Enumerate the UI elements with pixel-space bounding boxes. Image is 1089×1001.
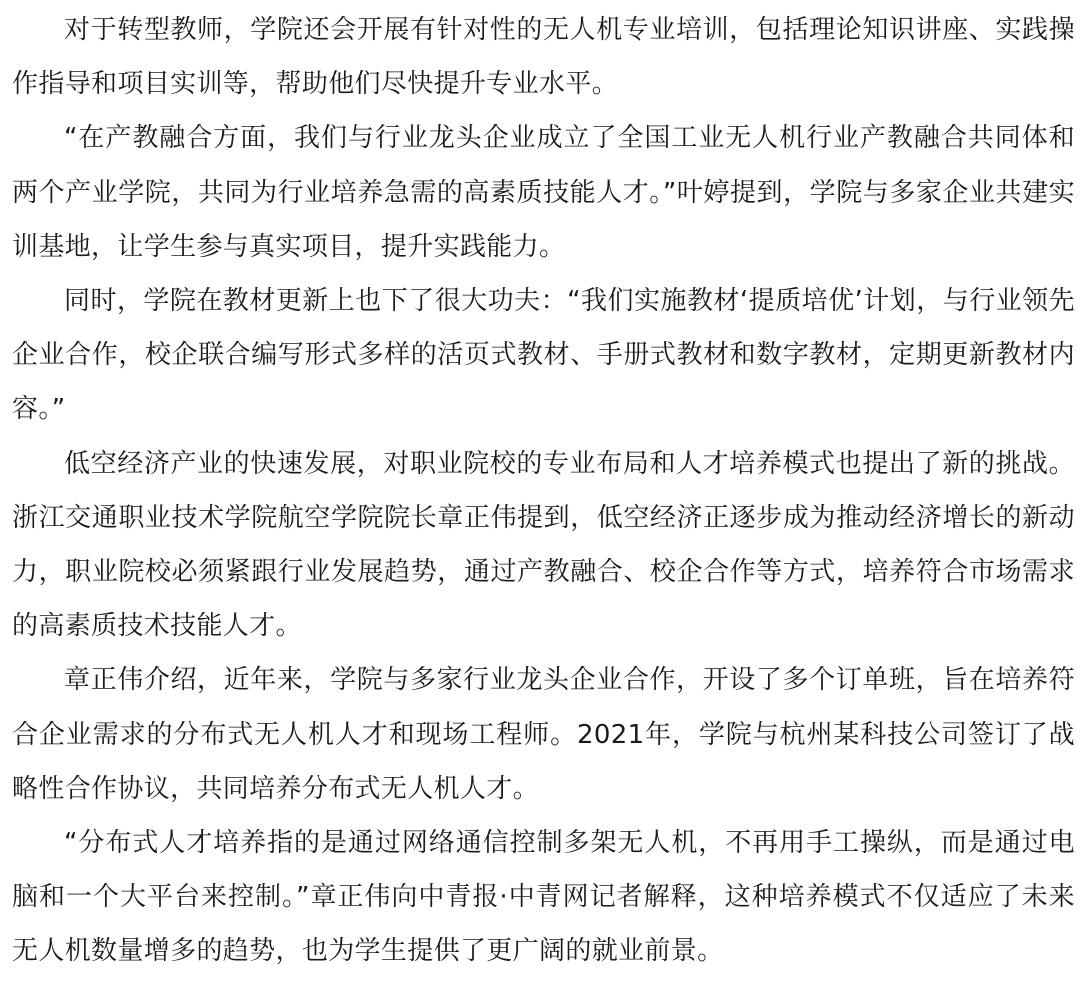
paragraph-distributed-training: “分布式人才培养指的是通过网络通信控制多架无人机，不再用手工操纵，而是通过电脑和一个大平台来控制。”章正伟向中青报·中青网记者解释，这种培养模式不仅适应了未来无人机数量增多的趋势，也为学生提供了更广阔的就业前景。 bbox=[12, 828, 1075, 967]
paragraph-order-classes: 章正伟介绍，近年来，学院与多家行业龙头企业合作，开设了多个订单班，旨在培养符合企业需求的分布式无人机人才和现场工程师。2021年，学院与杭州某科技公司签订了战略性合作协议，共同培养分布式无人机人才。 bbox=[12, 665, 1075, 804]
paragraph-textbook-update: 同时，学院在教材更新上也下了很大功夫：“我们实施教材‘提质培优’计划，与行业领先企业合作，校企联合编写形式多样的活页式教材、手册式教材和数字教材，定期更新教材内容。” bbox=[12, 286, 1075, 425]
paragraph-industry-integration: “在产教融合方面，我们与行业龙头企业成立了全国工业无人机行业产教融合共同体和两个产业学院，共同为行业培养急需的高素质技能人才。”叶婷提到，学院与多家企业共建实训基地，让学生参与真实项目，提升实践能力。 bbox=[12, 123, 1075, 262]
paragraph-low-altitude-economy: 低空经济产业的快速发展，对职业院校的专业布局和人才培养模式也提出了新的挑战。浙江交通职业技术学院航空学院院长章正伟提到，低空经济正逐步成为推动经济增长的新动力，职业院校必须紧跟行业发展趋势，通过产教融合、校企合作等方式，培养符合市场需求的高素质技术技能人才。 bbox=[12, 448, 1075, 642]
paragraph-teacher-training: 对于转型教师，学院还会开展有针对性的无人机专业培训，包括理论知识讲座、实践操作指导和项目实训等，帮助他们尽快提升专业水平。 bbox=[12, 15, 1075, 100]
